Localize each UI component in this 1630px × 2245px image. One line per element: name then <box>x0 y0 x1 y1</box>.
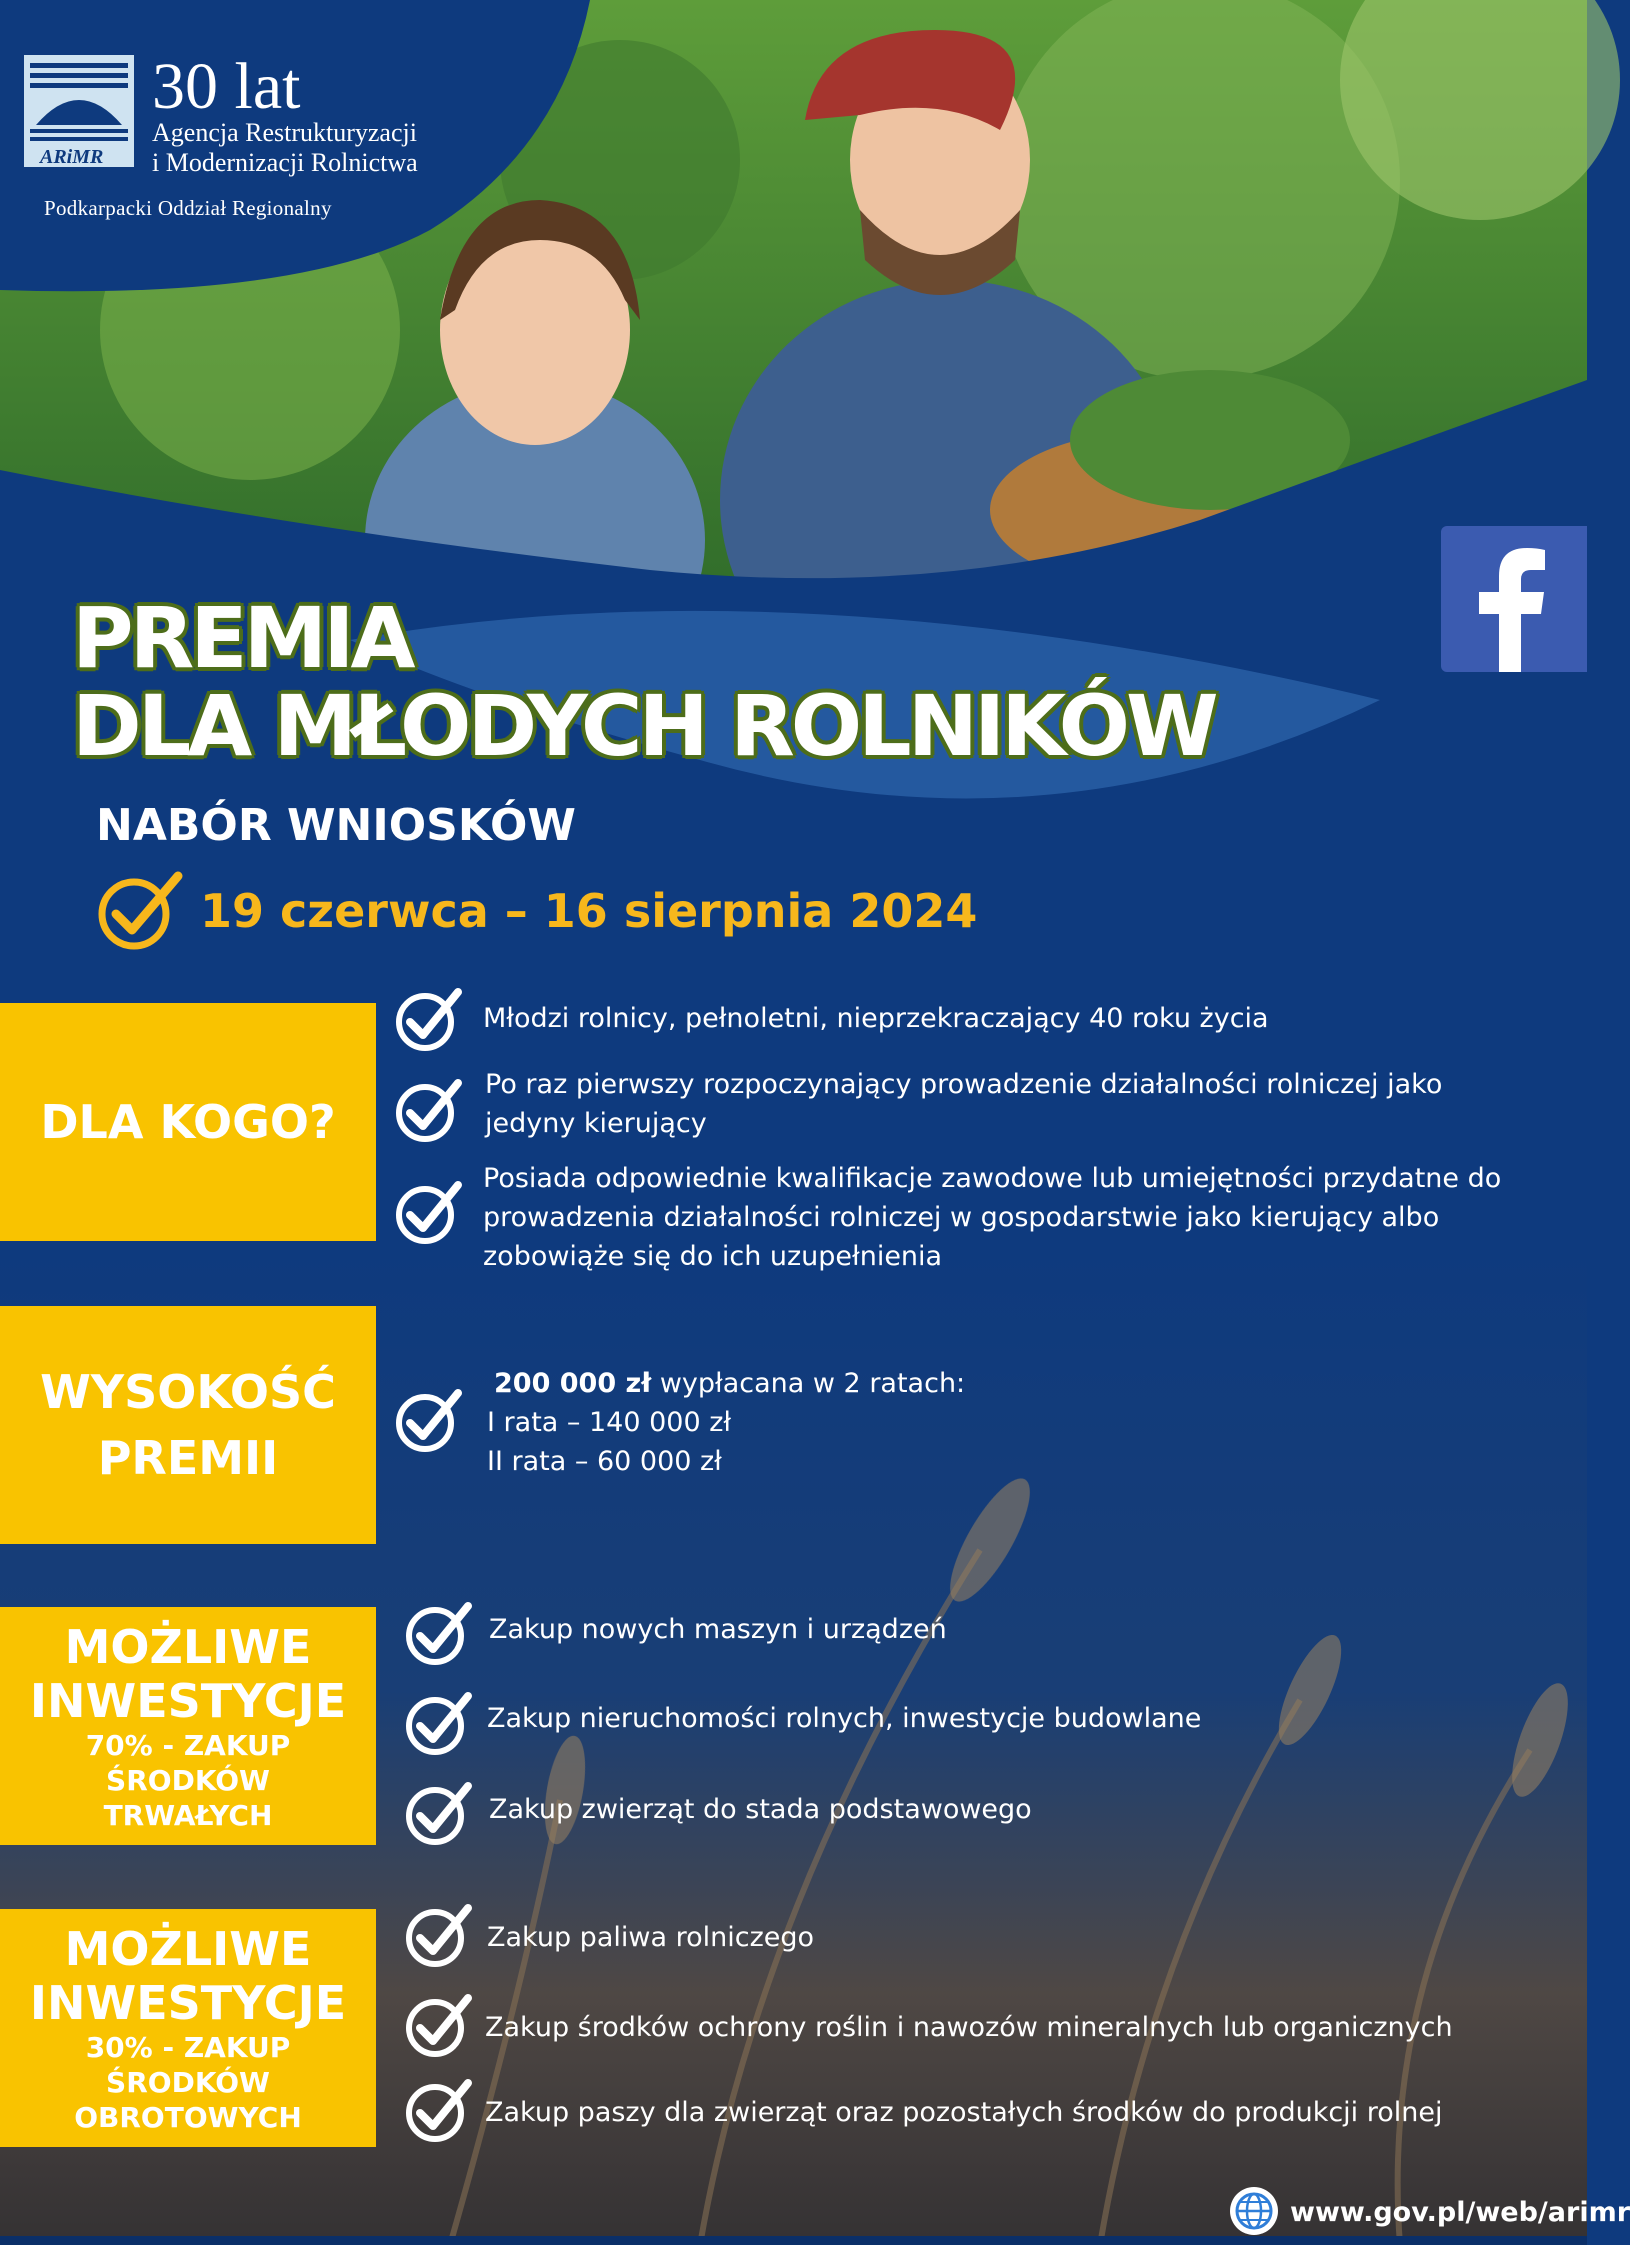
list-item: Po raz pierwszy rozpoczynający prowadzenie działalności rolniczej jako jedyny kierujący <box>485 1069 1443 1139</box>
check-circle-icon <box>404 1690 474 1756</box>
globe-icon <box>1229 2186 1279 2236</box>
premium-amount-line <box>494 1364 965 1403</box>
title-line1: PREMIA <box>72 589 412 687</box>
section-label-inwestycje-70 <box>0 1607 376 1845</box>
section-label-text: INWESTYCJE <box>29 1673 347 1728</box>
title-line2: DLA MŁODYCH ROLNIKÓW <box>72 677 1215 775</box>
check-circle-icon <box>394 1387 464 1453</box>
check-circle-icon <box>394 1179 464 1245</box>
check-circle-icon <box>94 870 184 950</box>
list-item: Zakup nowych maszyn i urządzeń <box>489 1614 947 1645</box>
premium-amount-suffix: wypłacana w 2 ratach: <box>651 1368 966 1399</box>
check-circle-icon <box>394 1077 464 1143</box>
section-label-text: INWESTYCJE <box>29 1975 347 2030</box>
section-label-text: MOŻLIWE <box>64 1619 312 1674</box>
list-item: Zakup zwierząt do stada podstawowego <box>489 1794 1032 1825</box>
nabor-dates: 19 czerwca – 16 sierpnia 2024 <box>200 884 978 938</box>
section-label-text: 70% - ZAKUP <box>85 1728 291 1762</box>
facebook-icon <box>1441 526 1587 672</box>
website-link[interactable]: www.gov.pl/web/arimr <box>1290 2197 1630 2228</box>
logo-anniversary: 30 lat <box>152 50 301 123</box>
logo-agency-line2: i Modernizacji Rolnictwa <box>152 148 418 177</box>
premium-amount: 200 000 zł <box>494 1368 652 1399</box>
check-circle-icon <box>404 1992 474 2058</box>
section-label-text: ŚRODKÓW <box>106 1763 270 1797</box>
section-label-text: OBROTOWYCH <box>74 2100 302 2134</box>
nabor-label: NABÓR WNIOSKÓW <box>96 800 576 851</box>
check-circle-icon <box>404 1600 474 1666</box>
section-label-dla-kogo <box>0 1003 376 1241</box>
list-item: Zakup środków ochrony roślin i nawozów mineralnych lub organicznych <box>485 2012 1453 2043</box>
premium-rate-2: II rata – 60 000 zł <box>487 1446 722 1477</box>
section-label-wysokosc-premii <box>0 1306 376 1544</box>
section-label-text: ŚRODKÓW <box>106 2065 270 2099</box>
logo-region: Podkarpacki Oddział Regionalny <box>44 196 332 220</box>
check-circle-icon <box>394 986 464 1052</box>
section-label-inwestycje-30 <box>0 1909 376 2147</box>
logo-emblem-text: ARiMR <box>40 146 104 168</box>
logo-agency-line1: Agencja Restrukturyzacji <box>152 118 417 147</box>
section-label-text: MOŻLIWE <box>64 1921 312 1976</box>
section-label-text: TRWAŁYCH <box>103 1798 273 1832</box>
section-label-text: WYSOKOŚĆ <box>40 1365 336 1419</box>
check-circle-icon <box>404 2077 474 2143</box>
facebook-button[interactable] <box>1441 526 1587 672</box>
premium-rate-1: I rata – 140 000 zł <box>487 1407 732 1438</box>
list-item: Zakup paszy dla zwierząt oraz pozostałych środków do produkcji rolnej <box>485 2097 1443 2128</box>
list-item: Zakup nieruchomości rolnych, inwestycje budowlane <box>487 1703 1202 1734</box>
check-circle-icon <box>404 1780 474 1846</box>
section-label-text: PREMII <box>97 1431 279 1485</box>
list-item: Zakup paliwa rolniczego <box>487 1922 815 1953</box>
list-item: Młodzi rolnicy, pełnoletni, nieprzekraczający 40 roku życia <box>483 1003 1269 1034</box>
section-label-text: 30% - ZAKUP <box>85 2030 291 2064</box>
section-label-text: DLA KOGO? <box>40 1095 336 1149</box>
check-circle-icon <box>404 1902 474 1968</box>
list-item: Posiada odpowiednie kwalifikacje zawodowe lub umiejętności przydatne do prowadzenia działalności rolniczej w gospodarstwie jako kierujący albo zobowiąże się do ich uzupełnienia <box>483 1163 1502 1272</box>
